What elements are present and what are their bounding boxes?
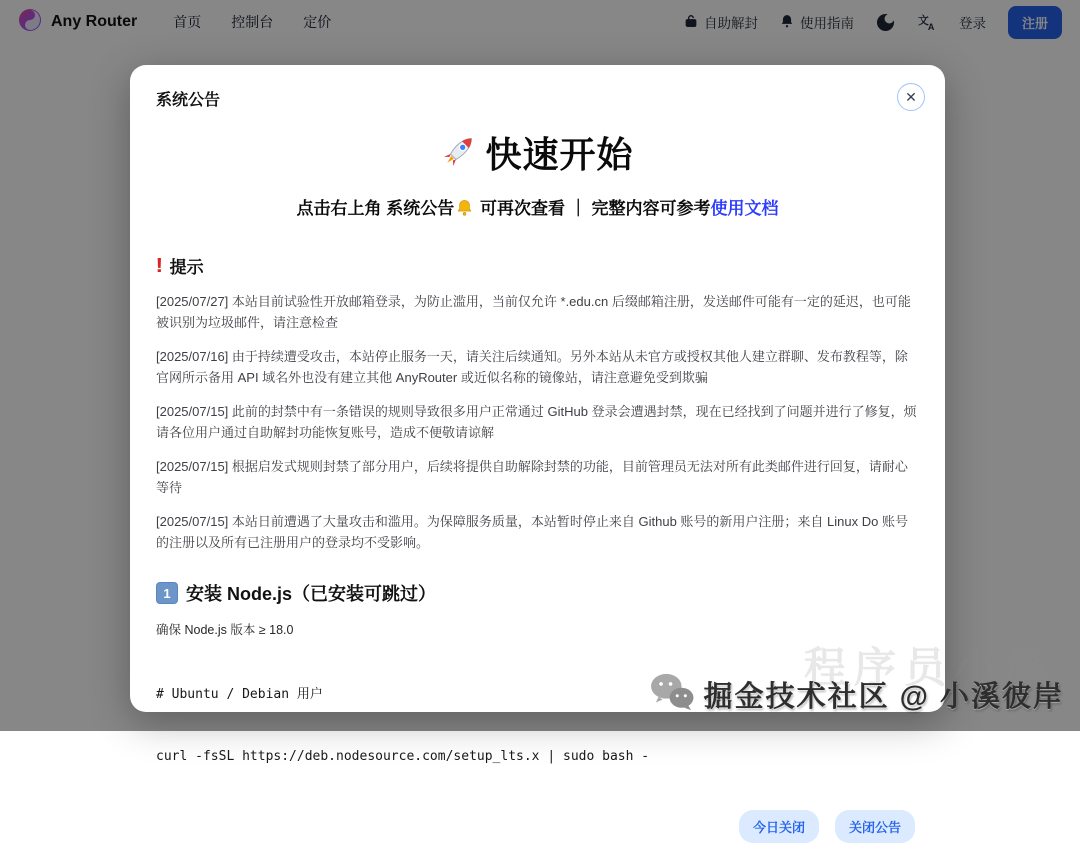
- svg-text:A: A: [927, 22, 935, 33]
- login-link[interactable]: 登录: [958, 16, 986, 31]
- svg-text:文: 文: [917, 14, 929, 27]
- code-block: [156, 643, 919, 809]
- modal-title: 系统公告: [156, 92, 221, 109]
- announcement-subtitle: 点击右上角 系统公告 可再次查看 ｜ 完整内容可参考使用文档: [156, 194, 919, 221]
- announcement-item: [2025/07/15] 根据启发式规则封禁了部分用户，后续将提供自助解除封禁的功能，目前管理员无法对所有此类邮件进行回复，请耐心等待: [156, 459, 908, 496]
- usage-guide-link[interactable]: 使用指南: [780, 12, 854, 32]
- self-unban-link[interactable]: 自助解封: [684, 12, 758, 32]
- register-button[interactable]: 注册: [1008, 6, 1062, 39]
- faint-watermark: 程序员小溪: [803, 644, 1054, 691]
- code-comment: # Ubuntu / Debian 用户: [156, 687, 323, 703]
- node-version-note: 确保 Node.js 版本 ≥ 18.0: [156, 623, 294, 638]
- keycap-1-icon: 1: [156, 582, 178, 604]
- nav-link-console[interactable]: 控制台: [231, 14, 274, 30]
- quick-start-title: 快速开始: [485, 134, 634, 175]
- system-announcement-modal: [130, 65, 945, 835]
- tips-section-heading: ! 提示: [155, 254, 204, 277]
- announcement-item: [2025/07/15] 本站日前遭遇了大量攻击和滥用。为保障服务质量，本站暂时停止来自 Github 账号的新用户注册；来自 Linux Do 账号的注册以及所有已注册用户的登录均不受影响。: [156, 514, 908, 551]
- modal-body: [130, 111, 945, 810]
- nav-link-home[interactable]: 首页: [173, 14, 202, 30]
- watermark-text: 掘金技术社区 @ 小溪彼岸: [703, 681, 1064, 713]
- close-announcement-button[interactable]: 关闭公告: [835, 810, 915, 843]
- brand-name: Any Router: [51, 13, 138, 30]
- rocket-icon: [441, 131, 479, 174]
- announcement-item: [2025/07/16] 由于持续遭受攻击，本站停止服务一天，请关注后续通知。另外本站从未官方或授权其他人建立群聊、发布教程等，除官网所示备用 API 域名外也没有建立其他 AnyRouter 或近似名称的镜像站，请注意避免受到欺骗: [156, 349, 908, 386]
- announcement-item: [2025/07/27] 本站目前试验性开放邮箱登录，为防止滥用，当前仅允许 *.edu.cn 后缀邮箱注册，发送邮件可能有一定的延迟，也可能被识别为垃圾邮件，请注意检查: [156, 294, 911, 331]
- code-command: curl -fsSL https://deb.nodesource.com/setup_lts.x | sudo bash -: [156, 749, 650, 765]
- install-node-heading: 1 安装 Node.js（已安装可跳过）: [156, 580, 919, 606]
- modal-footer: [130, 810, 945, 859]
- modal-header: [130, 65, 945, 111]
- nav-link-pricing[interactable]: 定价: [303, 14, 332, 30]
- exclamation-icon: !: [155, 254, 164, 277]
- usage-doc-link[interactable]: 使用文档: [710, 199, 779, 218]
- close-icon[interactable]: ✕: [897, 83, 925, 111]
- close-today-button[interactable]: 今日关闭: [739, 810, 819, 843]
- bell-icon: [456, 199, 473, 221]
- quick-start-heading: [156, 127, 919, 178]
- announcement-item: [2025/07/15] 此前的封禁中有一条错误的规则导致很多用户正常通过 GitHub 登录会遭遇封禁，现在已经找到了问题并进行了修复，烦请各位用户通过自助解封功能恢复账号，造成不便敬请谅解: [156, 404, 917, 441]
